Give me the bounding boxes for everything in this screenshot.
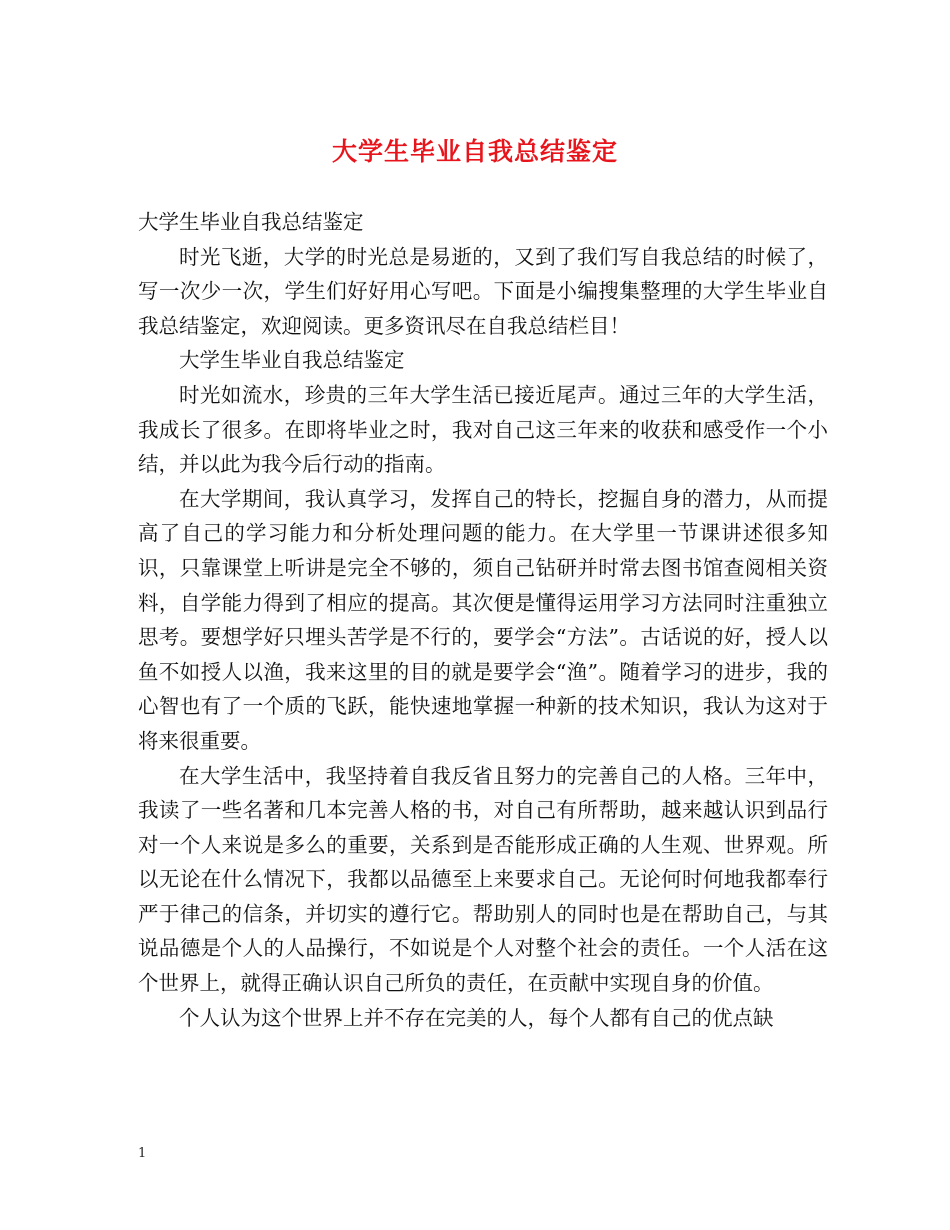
page-number: 1: [138, 1146, 147, 1161]
paragraph-subheading: 大学生毕业自我总结鉴定: [179, 348, 405, 373]
paragraph-opening: 时光如流水，珍贵的三年大学生活已接近尾声。通过三年的大学生活，我成长了很多。在即将毕业之时，我对自己这三年来的收获和感受作一个小结，并以此为我今后行动的指南。: [138, 382, 828, 477]
document-body: [138, 205, 828, 1035]
paragraph-character: 在大学生活中，我坚持着自我反省且努力的完善自己的人格。三年中，我读了一些名著和几本完善人格的书，对自己有所帮助，越来越认识到品行对一个人来说是多么的重要，关系到是否能形成正确的人生观、世界观。所以无论在什么情况下，我都以品德至上来要求自己。无论何时何地我都奉行严于律己的信条，并切实的遵行它。帮助别人的同时也是在帮助自己，与其说品德是个人的人品操行，不如说是个人对整个社会的责任。一个人活在这个世界上，就得正确认识自己所负的责任，在贡献中实现自身的价值。: [138, 763, 828, 996]
paragraph-intro: 时光飞逝，大学的时光总是易逝的，又到了我们写自我总结的时候了，写一次少一次，学生们好好用心写吧。下面是小编搜集整理的大学生毕业自我总结鉴定，欢迎阅读。更多资讯尽在自我总结栏目！: [138, 244, 828, 338]
paragraph-heading: 大学生毕业自我总结鉴定: [138, 210, 364, 234]
paragraph-closing: 个人认为这个世界上并不存在完美的人，每个人都有自己的优点缺: [179, 1005, 774, 1030]
paragraph-study: 在大学期间，我认真学习，发挥自己的特长，挖掘自身的潜力，从而提高了自己的学习能力和分析处理问题的能力。在大学里一节课讲述很多知识，只靠课堂上听讲是完全不够的，须自己钻研并时常去图书馆查阅相关资料，自学能力得到了相应的提高。其次便是懂得运用学习方法同时注重独立思考。要想学好只埋头苦学是不行的，要学会“方法”。古话说的好，授人以鱼不如授人以渔，我来这里的目的就是要学会“渔”。随着学习的进步，我的心智也有了一个质的飞跃，能快速地掌握一种新的技术知识，我认为这对于将来很重要。: [138, 486, 828, 753]
document-title: 大学生毕业自我总结鉴定: [331, 137, 618, 166]
